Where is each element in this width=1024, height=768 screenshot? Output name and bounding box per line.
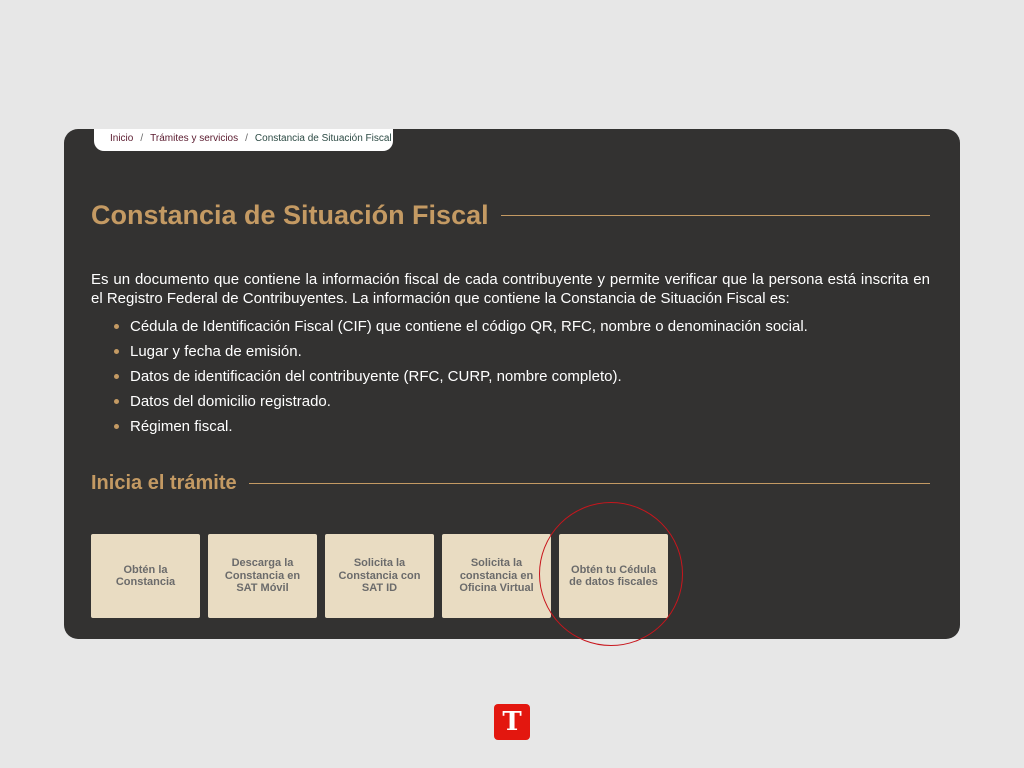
list-item-text: Régimen fiscal.: [130, 418, 233, 435]
list-item-text: Datos de identificación del contribuyente (RFC, CURP, nombre completo).: [130, 368, 622, 385]
page-title: Constancia de Situación Fiscal: [91, 200, 489, 230]
section-divider: [249, 483, 930, 484]
list-item: [112, 342, 808, 367]
bullet-icon: [114, 424, 119, 429]
page-title-row: [91, 200, 930, 231]
section-title-row: [91, 472, 930, 495]
solicita-oficina-virtual-button[interactable]: Solicita la constancia en Oficina Virtual: [442, 534, 551, 618]
list-item-text: Datos del domicilio registrado.: [130, 393, 331, 410]
obten-cedula-button[interactable]: Obtén tu Cédula de datos fiscales: [559, 534, 668, 618]
obten-constancia-button[interactable]: Obtén la Constancia: [91, 534, 200, 618]
list-item: [112, 317, 808, 342]
highlight-circle: [539, 502, 683, 646]
descarga-sat-movil-button[interactable]: Descarga la Constancia en SAT Móvil: [208, 534, 317, 618]
section-title: Inicia el trámite: [91, 472, 237, 494]
list-item: [112, 417, 808, 442]
breadcrumb-separator: /: [140, 133, 144, 144]
breadcrumb-separator: /: [245, 133, 248, 144]
intro-paragraph: Es un documento que contiene la información fiscal de cada contribuyente y permite verificar que la persona está inscrita en el Registro Federal de Contribuyentes. La información que contiene la Constancia de Situación Fiscal es:: [91, 271, 930, 307]
breadcrumb-inicio[interactable]: Inicio: [110, 133, 134, 144]
brand-logo: T: [494, 704, 530, 740]
info-list: [112, 317, 808, 442]
breadcrumb: [94, 129, 393, 151]
content-card: [64, 129, 960, 639]
solicita-sat-id-button[interactable]: Solicita la Constancia con SAT ID: [325, 534, 434, 618]
bullet-icon: [114, 374, 119, 379]
breadcrumb-tramites[interactable]: Trámites y servicios: [150, 133, 239, 144]
list-item: [112, 392, 808, 417]
title-divider: [501, 215, 930, 216]
list-item: [112, 367, 808, 392]
bullet-icon: [114, 324, 119, 329]
list-item-text: Lugar y fecha de emisión.: [130, 343, 302, 360]
list-item-text: Cédula de Identificación Fiscal (CIF) que contiene el código QR, RFC, nombre o denominación social.: [130, 318, 808, 335]
breadcrumb-current: Constancia de Situación Fiscal: [254, 133, 392, 144]
bullet-icon: [114, 399, 119, 404]
bullet-icon: [114, 349, 119, 354]
